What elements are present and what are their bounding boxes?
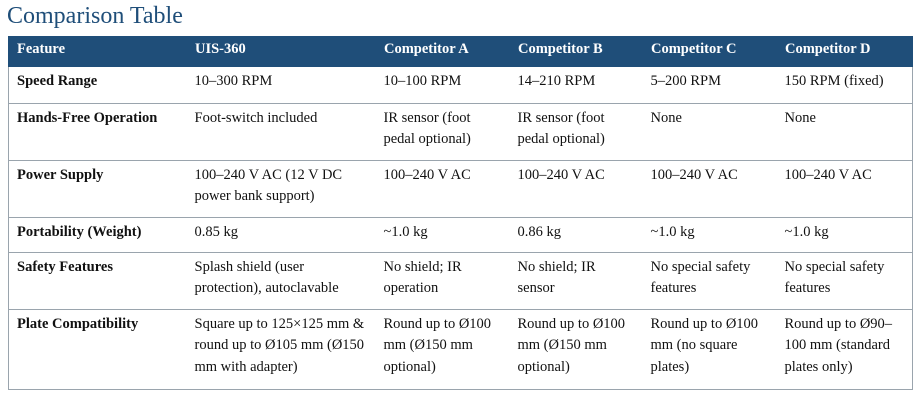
row-label-hands-free-operation: Hands-Free Operation	[9, 103, 187, 160]
row-label-power-supply: Power Supply	[9, 160, 187, 217]
row-label-portability-weight: Portability (Weight)	[9, 217, 187, 252]
table-cell: 100–240 V AC (12 V DC power bank support)	[187, 160, 376, 217]
table-cell: Splash shield (user protection), autoclavable	[187, 252, 376, 309]
table-cell: ~1.0 kg	[643, 217, 777, 252]
column-header-competitor-a: Competitor A	[376, 36, 510, 67]
table-cell: Round up to Ø100 mm (Ø150 mm optional)	[376, 309, 510, 389]
table-cell: Foot-switch included	[187, 103, 376, 160]
column-header-feature: Feature	[9, 36, 187, 67]
table-cell: 10–300 RPM	[187, 67, 376, 103]
table-cell: Square up to 125×125 mm & round up to Ø105 mm (Ø150 mm with adapter)	[187, 309, 376, 389]
table-cell: 100–240 V AC	[510, 160, 643, 217]
column-header-uis-360: UIS-360	[187, 36, 376, 67]
table-row	[9, 103, 913, 160]
table-cell: IR sensor (foot pedal optional)	[510, 103, 643, 160]
table-row	[9, 160, 913, 217]
column-header-competitor-c: Competitor C	[643, 36, 777, 67]
table-cell: Round up to Ø100 mm (Ø150 mm optional)	[510, 309, 643, 389]
table-cell: Round up to Ø90–100 mm (standard plates only)	[777, 309, 913, 389]
table-cell: 5–200 RPM	[643, 67, 777, 103]
table-cell: 14–210 RPM	[510, 67, 643, 103]
table-cell: 10–100 RPM	[376, 67, 510, 103]
table-cell: None	[777, 103, 913, 160]
table-cell: Round up to Ø100 mm (no square plates)	[643, 309, 777, 389]
table-cell: ~1.0 kg	[376, 217, 510, 252]
table-cell: None	[643, 103, 777, 160]
table-cell: 150 RPM (fixed)	[777, 67, 913, 103]
table-cell: 100–240 V AC	[777, 160, 913, 217]
comparison-table	[8, 36, 913, 390]
table-cell: No special safety features	[643, 252, 777, 309]
table-cell: 100–240 V AC	[643, 160, 777, 217]
header-row	[9, 36, 913, 67]
column-header-competitor-b: Competitor B	[510, 36, 643, 67]
table-cell: No shield; IR operation	[376, 252, 510, 309]
row-label-speed-range: Speed Range	[9, 67, 187, 103]
row-label-plate-compatibility: Plate Compatibility	[9, 309, 187, 389]
table-cell: 0.85 kg	[187, 217, 376, 252]
table-row	[9, 67, 913, 103]
table-cell: IR sensor (foot pedal optional)	[376, 103, 510, 160]
table-row	[9, 217, 913, 252]
table-row	[9, 309, 913, 389]
table-row	[9, 252, 913, 309]
row-label-safety-features: Safety Features	[9, 252, 187, 309]
page-title: Comparison Table	[7, 3, 183, 29]
table-cell: ~1.0 kg	[777, 217, 913, 252]
table-cell: 100–240 V AC	[376, 160, 510, 217]
table-cell: No shield; IR sensor	[510, 252, 643, 309]
table-cell: No special safety features	[777, 252, 913, 309]
table-cell: 0.86 kg	[510, 217, 643, 252]
column-header-competitor-d: Competitor D	[777, 36, 913, 67]
